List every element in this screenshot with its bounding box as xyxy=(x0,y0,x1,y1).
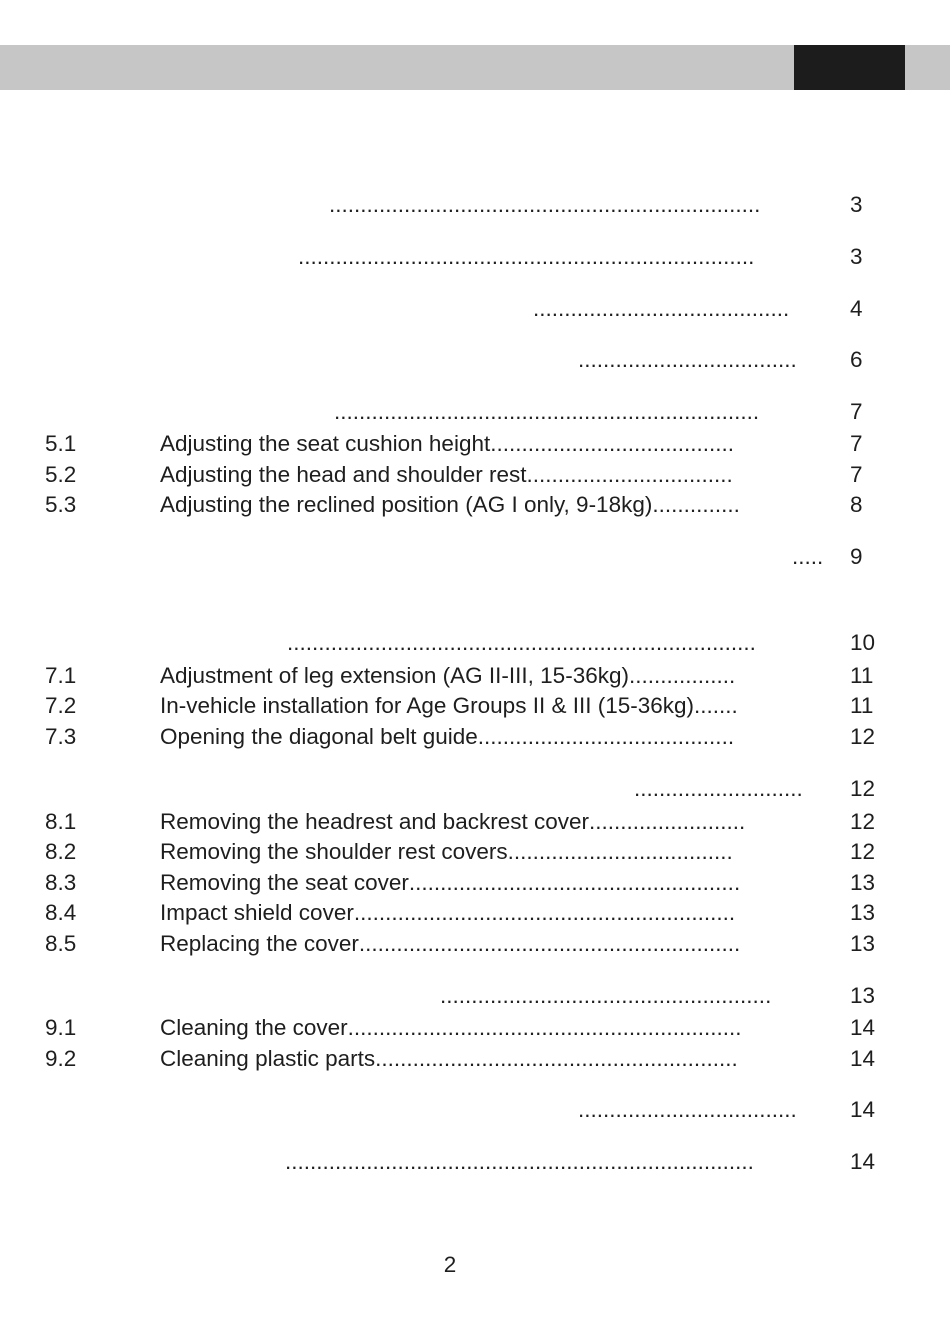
entry-number: 7.3 xyxy=(45,724,77,749)
entry-leader: .......................................................... xyxy=(375,1046,738,1071)
entry-leader: ..................................................... xyxy=(440,983,772,1008)
entry-page: 12 xyxy=(850,776,876,801)
entry-page: 13 xyxy=(850,870,876,895)
entry-title: Adjusting the reclined position (AG I only, 9-18kg) xyxy=(160,492,653,517)
toc-entry xyxy=(0,929,950,959)
entry-page: 14 xyxy=(850,1046,876,1071)
toc-entry xyxy=(0,294,950,324)
toc-entry xyxy=(0,490,950,520)
entry-page: 14 xyxy=(850,1015,876,1040)
entry-title: Adjusting the head and shoulder rest xyxy=(160,462,527,487)
entry-number: 9.2 xyxy=(45,1046,77,1071)
entry-page: 3 xyxy=(850,244,863,269)
entry-title: In-vehicle installation for Age Groups II & III (15-36kg) xyxy=(160,693,695,718)
toc-entry xyxy=(0,1095,950,1125)
footer-page-number: 2 xyxy=(443,1252,457,1277)
entry-title: Opening the diagonal belt guide xyxy=(160,724,478,749)
entry-title: Removing the headrest and backrest cover xyxy=(160,809,589,834)
entry-page: 7 xyxy=(850,462,863,487)
entry-leader: ........................................................................... xyxy=(285,1149,754,1174)
entry-number: 8.5 xyxy=(45,931,77,956)
toc-entry xyxy=(0,1013,950,1043)
toc-entry xyxy=(0,628,950,658)
entry-number: 7.2 xyxy=(45,693,77,718)
toc-entry xyxy=(0,807,950,837)
entry-number: 8.1 xyxy=(45,809,77,834)
entry-page: 12 xyxy=(850,839,876,864)
entry-leader: ............................................................. xyxy=(358,931,741,956)
toc-entry xyxy=(0,868,950,898)
entry-page: 12 xyxy=(850,809,876,834)
entry-number: 8.3 xyxy=(45,870,77,895)
toc-entry xyxy=(0,661,950,691)
entry-leader: .................................................................... xyxy=(334,399,760,424)
entry-page: 13 xyxy=(850,983,876,1008)
entry-leader: .................................... xyxy=(507,839,733,864)
entry-page: 9 xyxy=(850,544,863,569)
entry-title: Cleaning the cover xyxy=(160,1015,348,1040)
toc-entry xyxy=(0,1044,950,1074)
entry-page: 11 xyxy=(850,693,874,718)
entry-leader: ..................................................................... xyxy=(329,192,761,217)
entry-title: Adjusting the seat cushion height xyxy=(160,431,491,456)
entry-leader: ........................................................................... xyxy=(287,630,756,655)
entry-leader: ................................... xyxy=(578,1097,797,1122)
entry-page: 14 xyxy=(850,1149,876,1174)
toc-entry xyxy=(0,542,950,572)
entry-page: 7 xyxy=(850,431,863,456)
entry-leader: ..................................................... xyxy=(408,870,741,895)
toc-entry xyxy=(0,460,950,490)
entry-leader: ..... xyxy=(792,544,824,569)
toc-entry xyxy=(0,898,950,928)
toc-entry xyxy=(0,242,950,272)
entry-page: 4 xyxy=(850,296,863,321)
entry-leader: ......................... xyxy=(588,809,746,834)
entry-page: 10 xyxy=(850,630,876,655)
entry-leader: .............. xyxy=(652,492,740,517)
entry-title: Replacing the cover xyxy=(160,931,359,956)
entry-page: 12 xyxy=(850,724,876,749)
entry-title: Removing the seat cover xyxy=(160,870,409,895)
entry-page: 11 xyxy=(850,663,874,688)
entry-leader: ................. xyxy=(628,663,736,688)
entry-leader: ................................. xyxy=(526,462,733,487)
entry-number: 7.1 xyxy=(45,663,77,688)
entry-leader: ................................... xyxy=(578,347,797,372)
entry-number: 8.2 xyxy=(45,839,77,864)
entry-page: 3 xyxy=(850,192,863,217)
entry-leader: ............................................................... xyxy=(347,1015,742,1040)
entry-leader: ....... xyxy=(694,693,738,718)
entry-number: 9.1 xyxy=(45,1015,77,1040)
toc-entry xyxy=(0,691,950,721)
toc-entry xyxy=(0,345,950,375)
entry-page: 7 xyxy=(850,399,863,424)
entry-number: 5.1 xyxy=(45,431,77,456)
entry-title: Removing the shoulder rest covers xyxy=(160,839,508,864)
toc-entry xyxy=(0,397,950,427)
entry-page: 6 xyxy=(850,347,863,372)
entry-leader: ............................................................. xyxy=(353,900,736,925)
entry-page: 14 xyxy=(850,1097,876,1122)
entry-title: Impact shield cover xyxy=(160,900,354,925)
entry-leader: ........................... xyxy=(634,776,803,801)
entry-number: 5.2 xyxy=(45,462,77,487)
entry-page: 8 xyxy=(850,492,863,517)
entry-title: Adjustment of leg extension (AG II-III, 15-36kg) xyxy=(160,663,629,688)
toc-entry xyxy=(0,774,950,804)
toc-entry xyxy=(0,190,950,220)
entry-page: 13 xyxy=(850,931,876,956)
toc-entry xyxy=(0,1147,950,1177)
entry-leader: ......................................... xyxy=(533,296,790,321)
toc-entry xyxy=(0,981,950,1011)
toc-entry xyxy=(0,722,950,752)
entry-title: Cleaning plastic parts xyxy=(160,1046,376,1071)
entry-page: 13 xyxy=(850,900,876,925)
entry-number: 5.3 xyxy=(45,492,77,517)
entry-number: 8.4 xyxy=(45,900,77,925)
entry-leader: ......................................................................... xyxy=(298,244,755,269)
entry-leader: ......................................... xyxy=(477,724,735,749)
toc-entry xyxy=(0,837,950,867)
entry-leader: ....................................... xyxy=(490,431,735,456)
toc-entry xyxy=(0,429,950,459)
